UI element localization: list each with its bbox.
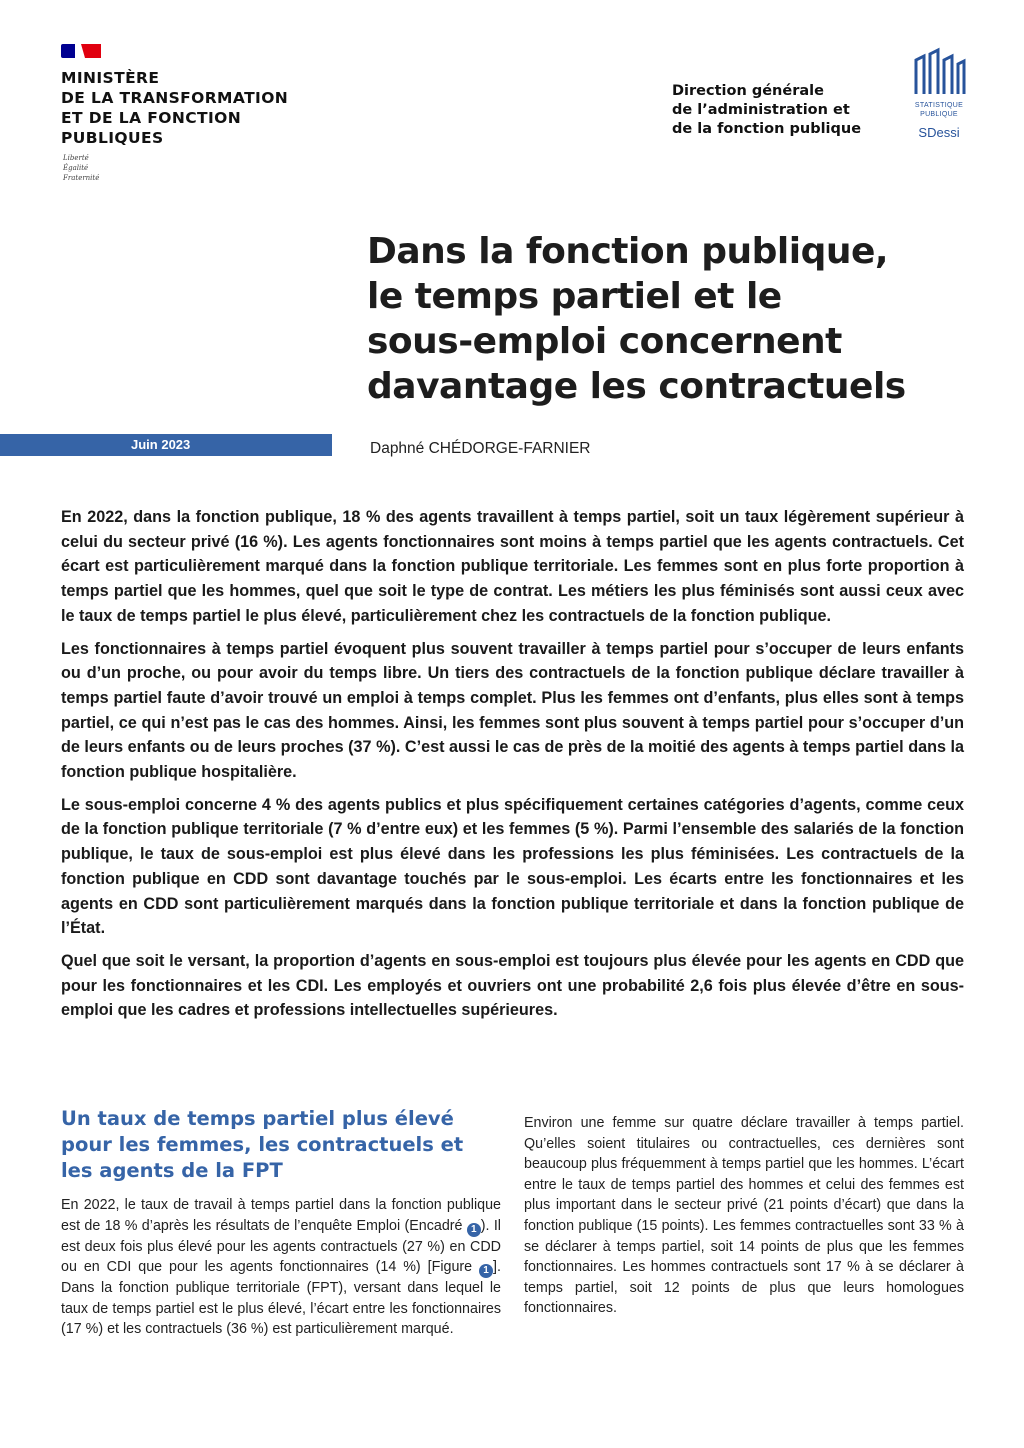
publication-date: Juin 2023 [131,437,191,452]
logo-label: STATISTIQUE [914,102,964,109]
ministry-line: MINISTÈRE [61,69,160,87]
ministry-line: PUBLIQUES [61,129,164,147]
statistique-publique-logo [908,46,970,156]
title-line: Dans la fonction publique, [367,231,889,272]
dgafp-line: Direction générale [672,83,824,99]
dgafp-line: de l’administration et [672,102,850,118]
text-run: ). Il est deux fois plus élevé pour les agents contractuels (27 %) en CDD ou en CDI que pour les agents fonctionnaires (14 %) [Figure [61,1217,501,1276]
author-name: Daphné CHÉDORGE-FARNIER [370,440,591,457]
text-run: ]. Dans la fonction publique territoriale (FPT), versant dans lequel le taux de temps partiel est le plus élevé, l’écart entre les fonctionnaires (17 %) et les contractuels (36 %) est particulièrement marqué. [61,1259,501,1338]
title-line: sous-emploi concernent [367,321,842,362]
marianne-flag-logo [61,44,109,60]
motto-line: Égalité [63,164,89,172]
dgafp-line: de la fonction publique [672,121,862,137]
right-column [524,1113,964,1319]
summary-paragraph: Quel que soit le versant, la proportion d’agents en sous-emploi est toujours plus élevée pour les agents en CDD que pour les fonctionnaires et les CDI. Les employés et ouvriers ont une probabilité 2,6 fois plus élevée d’être en sous-emploi que les cadres et professions intellectuelles supérieures. [61,951,964,1020]
ministry-name [61,68,321,148]
building-bars-icon [908,46,970,96]
summary-paragraph: En 2022, dans la fonction publique, 18 % des agents travaillent à temps partiel, soit un taux légèrement supérieur à celui du secteur privé (16 %). Les agents fonctionnaires sont moins à temps partiel que les agents contractuels. Cet écart est particulièrement marqué dans la fonction publique territoriale. Les femmes sont en plus forte proportion à temps partiel que les hommes, quel que soit le type de contrat. Les métiers les plus féminisés sont aussi ceux avec le taux de temps partiel le plus élevé, particulièrement chez les contractuels de la fonction publique. [61,508,964,625]
section-heading: Un taux de temps partiel plus élevé pour les femmes, les contractuels et les agents de la FPT [61,1107,464,1182]
figure-reference-badge[interactable]: 1 [479,1264,493,1278]
sdessi-label: SDessi [918,125,960,140]
left-paragraph [61,1195,501,1340]
right-paragraph: Environ une femme sur quatre déclare travailler à temps partiel. Qu’elles soient titulaires ou contractuelles, ces dernières sont beaucoup plus fréquemment à temps partiel que les hommes. L’écart entre le taux de temps partiel des hommes et celui des femmes est plus important dans le secteur privé (21 points d’écart) que dans la fonction publique (15 points). Les femmes contractuelles sont 33 % à se déclarer à temps partiel, soit 14 points de plus que les femmes fonctionnaires. Les hommes contractuels sont 17 % à se déclarer à temps partiel, soit 12 points de plus que leurs homologues fonctionnaires. [524,1115,964,1317]
page-title [367,229,987,409]
dgafp-name [672,82,892,139]
title-line: le temps partiel et le [367,276,782,317]
date-bar [0,434,332,456]
ministry-line: ET DE LA FONCTION [61,109,242,127]
left-column [61,1106,501,1340]
republic-motto [63,153,99,183]
motto-line: Fraternité [63,174,100,182]
text-run: En 2022, le taux de travail à temps partiel dans la fonction publique est de 18 % d’après les résultats de l’enquête Emploi (Encadré [61,1197,501,1234]
motto-line: Liberté [63,154,89,162]
title-line: davantage les contractuels [367,366,906,407]
summary-paragraph: Le sous-emploi concerne 4 % des agents publics et plus spécifiquement certaines catégories d’agents, comme ceux de la fonction publique territoriale (7 % d’entre eux) et les femmes (5 %). Parmi l’ensemble des salariés de la fonction publique, le taux de sous-emploi est plus élevé dans les professions les plus féminisées. Les contractuels de la fonction publique en CDD sont davantage touchés par le sous-emploi. Les écarts entre les fonctionnaires et les agents en CDD sont particulièrement marqués dans la fonction publique territoriale et dans la fonction publique de l’État. [61,795,964,938]
summary-block [61,505,964,1031]
logo-label: PUBLIQUE [920,111,958,118]
summary-paragraph: Les fonctionnaires à temps partiel évoquent plus souvent travailler à temps partiel pour s’occuper de leurs enfants ou d’un proche, ou pour avoir du temps libre. Un tiers des contractuels de la fonction publique déclare travailler à temps partiel faute d’avoir trouvé un emploi à temps complet. Plus les femmes ont d’enfants, plus elles sont à temps partiel, ce qui n’est pas le cas des hommes. Ainsi, les femmes sont plus souvent à temps partiel pour s’occuper d’un de leurs enfants ou de leurs proches (37 %). C’est aussi le cas de près de la moitié des agents à temps partiel dans la fonction publique hospitalière. [61,639,964,782]
ministry-line: DE LA TRANSFORMATION [61,89,289,107]
box-reference-badge[interactable]: 1 [467,1223,481,1237]
